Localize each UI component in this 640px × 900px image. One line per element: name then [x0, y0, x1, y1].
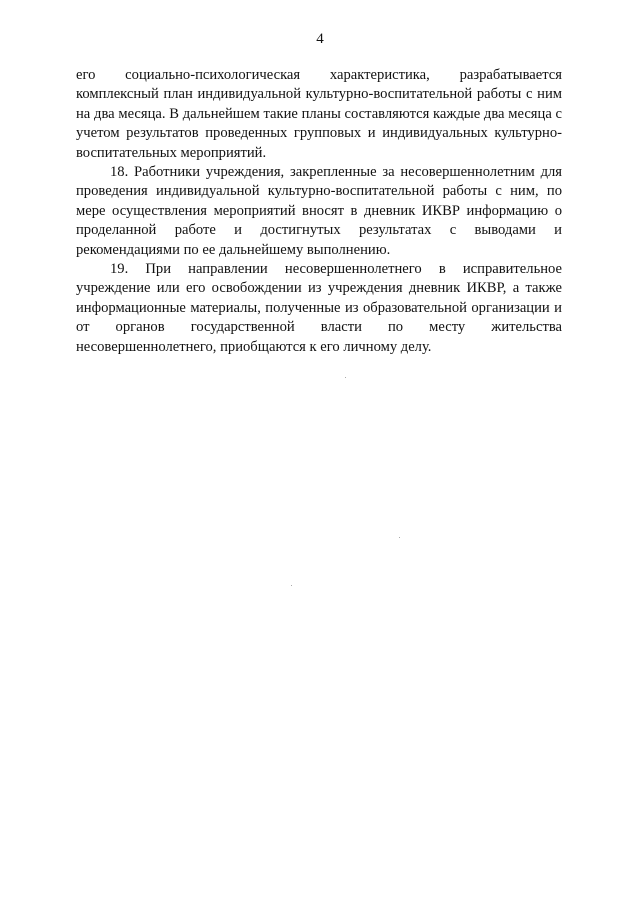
paragraph-19: 19. При направлении несовершеннолетнего в исправительное учреждение или его освобождении из учреждения дневник ИКВР, а также информационные материалы, полученные из образовательной организации и от органов государственной власти по месту жительства несовершеннолетнего, приобщаются к его личному делу. — [76, 261, 562, 355]
scan-speck — [291, 585, 292, 586]
paragraph-continuation: его социально-психологическая характеристика, разрабатывается комплексный план индивидуальной культурно-воспитательной работы с ним на два месяца. В дальнейшем такие планы составляются каждые два месяца с учетом результатов проведенных групповых и индивидуальных культурно-воспитательных мероприятий. — [76, 67, 562, 161]
page-number: 4 — [316, 31, 324, 47]
document-body — [76, 66, 562, 357]
paragraph-18: 18. Работники учреждения, закрепленные за несовершеннолетним для проведения индивидуальной культурно-воспитательной работы с ним, по мере осуществления мероприятий вносят в дневник ИКВР информацию о проделанной работе и достигнутых результатах с выводами и рекомендациями по ее дальнейшему выполнению. — [76, 164, 562, 258]
scan-speck — [345, 377, 346, 378]
scan-speck — [399, 537, 400, 538]
